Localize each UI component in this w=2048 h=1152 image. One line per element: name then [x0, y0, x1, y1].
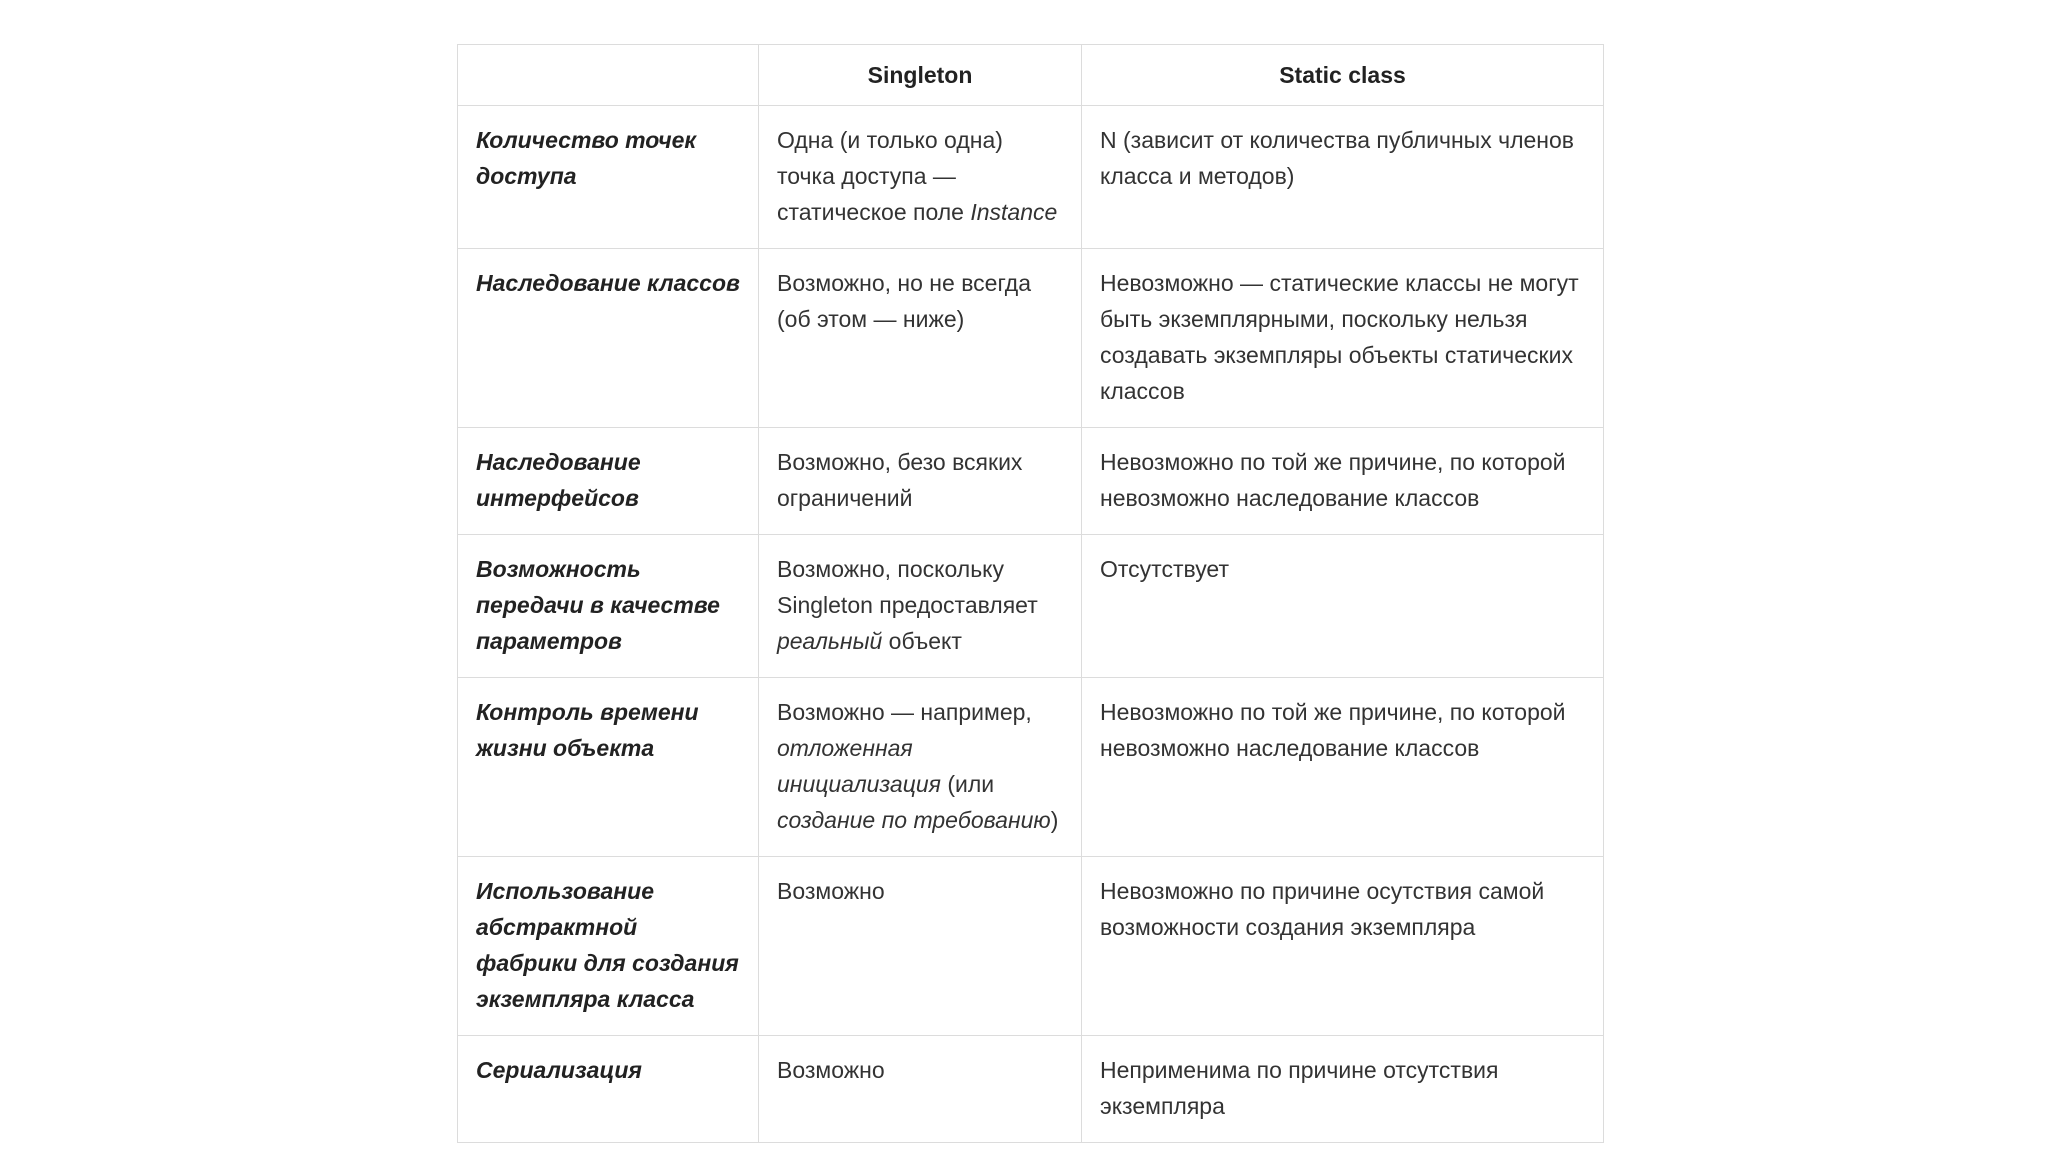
comparison-table-container [457, 44, 1603, 1143]
feature-cell: Наследование интерфейсов [458, 428, 759, 535]
singleton-cell [759, 857, 1082, 1036]
table-row [458, 428, 1604, 535]
cell-text: Невозможно по той же причине, по которой невозможно наследование классов [1100, 449, 1566, 511]
singleton-cell [759, 535, 1082, 678]
cell-text: Возможно, но не всегда (об этом — ниже) [777, 270, 1032, 332]
cell-text: Невозможно по той же причине, по которой невозможно наследование классов [1100, 699, 1566, 761]
header-feature [458, 45, 759, 106]
table-row [458, 535, 1604, 678]
singleton-cell [759, 249, 1082, 428]
cell-text: Возможно, безо всяких ограничений [777, 449, 1023, 511]
static-class-cell [1082, 249, 1604, 428]
cell-text: Неприменима по причине отсутствия экземпляра [1100, 1057, 1499, 1119]
cell-text: N (зависит от количества публичных членов класса и методов) [1100, 127, 1575, 189]
static-class-cell [1082, 106, 1604, 249]
cell-text: ) [1050, 807, 1059, 833]
feature-cell: Сериализация [458, 1036, 759, 1143]
comparison-table [457, 44, 1604, 1143]
cell-text: Возможно — например, [777, 699, 1032, 725]
feature-cell: Наследование классов [458, 249, 759, 428]
static-class-cell [1082, 857, 1604, 1036]
table-body [458, 106, 1604, 1143]
feature-cell: Возможность передачи в качестве параметров [458, 535, 759, 678]
cell-text: Возможно [777, 1057, 885, 1083]
table-row [458, 857, 1604, 1036]
singleton-cell [759, 428, 1082, 535]
singleton-cell [759, 1036, 1082, 1143]
table-header [458, 45, 1604, 106]
table-row [458, 106, 1604, 249]
cell-text: объект [882, 628, 962, 654]
cell-text: Возможно [777, 878, 885, 904]
feature-cell: Использование абстрактной фабрики для создания экземпляра класса [458, 857, 759, 1036]
static-class-cell [1082, 428, 1604, 535]
italic-text: реальный [777, 628, 883, 654]
cell-text: Отсутствует [1100, 556, 1229, 582]
table-row [458, 1036, 1604, 1143]
cell-text: Возможно, поскольку Singleton предоставляет [777, 556, 1038, 618]
feature-cell: Количество точек доступа [458, 106, 759, 249]
static-class-cell [1082, 535, 1604, 678]
feature-cell: Контроль времени жизни объекта [458, 678, 759, 857]
header-static-class: Static class [1082, 45, 1604, 106]
singleton-cell [759, 106, 1082, 249]
italic-text: создание по требованию [777, 807, 1051, 833]
static-class-cell [1082, 1036, 1604, 1143]
cell-text: Одна (и только одна) точка доступа — статическое поле [777, 127, 1003, 225]
cell-text: Невозможно по причине осутствия самой возможности создания экземпляра [1100, 878, 1545, 940]
cell-text: Невозможно — статические классы не могут быть экземплярными, поскольку нельзя создавать экземпляры объекты статических классов [1100, 270, 1579, 404]
italic-text: Instance [970, 199, 1058, 225]
header-row [458, 45, 1604, 106]
cell-text: (или [940, 771, 995, 797]
static-class-cell [1082, 678, 1604, 857]
singleton-cell [759, 678, 1082, 857]
table-row [458, 678, 1604, 857]
table-row [458, 249, 1604, 428]
header-singleton: Singleton [759, 45, 1082, 106]
italic-text: отложенная инициализация [777, 735, 941, 797]
